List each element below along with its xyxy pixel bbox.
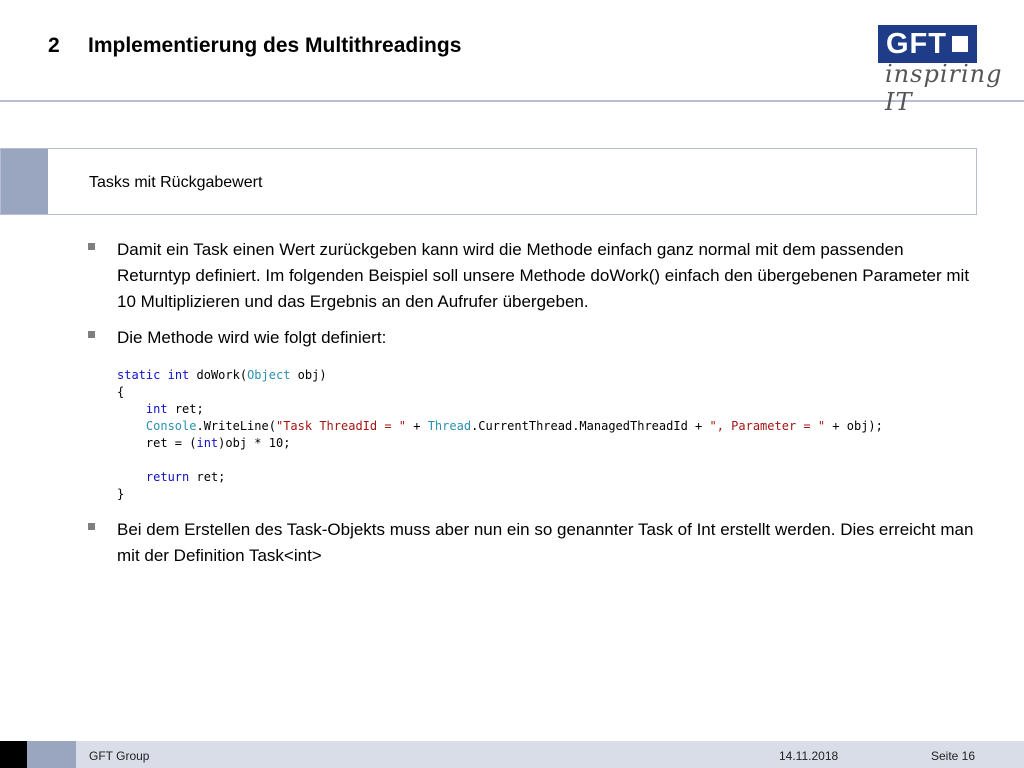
bullet-marker-2	[88, 331, 98, 341]
slide-title-number: 2	[48, 34, 60, 57]
code-line-1: static int doWork(Object obj)	[117, 368, 327, 382]
code-line-7: return ret;	[145, 470, 226, 484]
gft-logo	[878, 25, 977, 63]
code-line-8: }	[117, 487, 125, 501]
bullet-text-3: Bei dem Erstellen des Task-Objekts muss aber nun ein so genannter Task of Int erstellt werden. Dies erreicht man mit der Definition Task<int>	[117, 520, 974, 565]
slide-title: Implementierung des Multithreadings	[88, 34, 462, 57]
section-label: Tasks mit Rückgabewert	[89, 174, 263, 191]
title-divider	[0, 100, 1024, 102]
footer-company: GFT Group	[89, 749, 150, 763]
footer-date: 14.11.2018	[779, 749, 839, 763]
footer-black-block	[0, 741, 27, 768]
code-line-4: Console.WriteLine("Task ThreadId = " + Thread.CurrentThread.ManagedThreadId + ", Parameter = " + obj);	[145, 419, 883, 433]
bullet-marker-3	[88, 523, 98, 533]
footer-page-number: Seite 16	[931, 749, 976, 763]
logo-square-icon	[952, 36, 968, 52]
code-block	[117, 367, 883, 503]
logo-tagline: inspiring IT	[885, 60, 1003, 116]
bullet-marker-1	[88, 243, 98, 253]
code-line-5: ret = (int)obj * 10;	[117, 436, 291, 450]
code-line-3: int ret;	[145, 402, 204, 416]
footer-bar	[0, 741, 1024, 768]
section-header	[0, 148, 977, 215]
bullet-text-1: Damit ein Task einen Wert zurückgeben kann wird die Methode einfach ganz normal mit dem passenden Returntyp definiert. Im folgenden Beispiel soll unsere Methode doWork() einfach den übergebenen Parameter mit 10 Multiplizieren und das Ergebnis an den Aufrufer übergeben.	[117, 240, 970, 311]
logo-text: GFT	[886, 28, 947, 60]
section-accent-bar	[1, 149, 48, 214]
bullet-text-2: Die Methode wird wie folgt definiert:	[117, 328, 387, 347]
footer-accent-block	[27, 741, 76, 768]
code-line-2: {	[117, 385, 125, 399]
code-line-6	[117, 452, 883, 469]
